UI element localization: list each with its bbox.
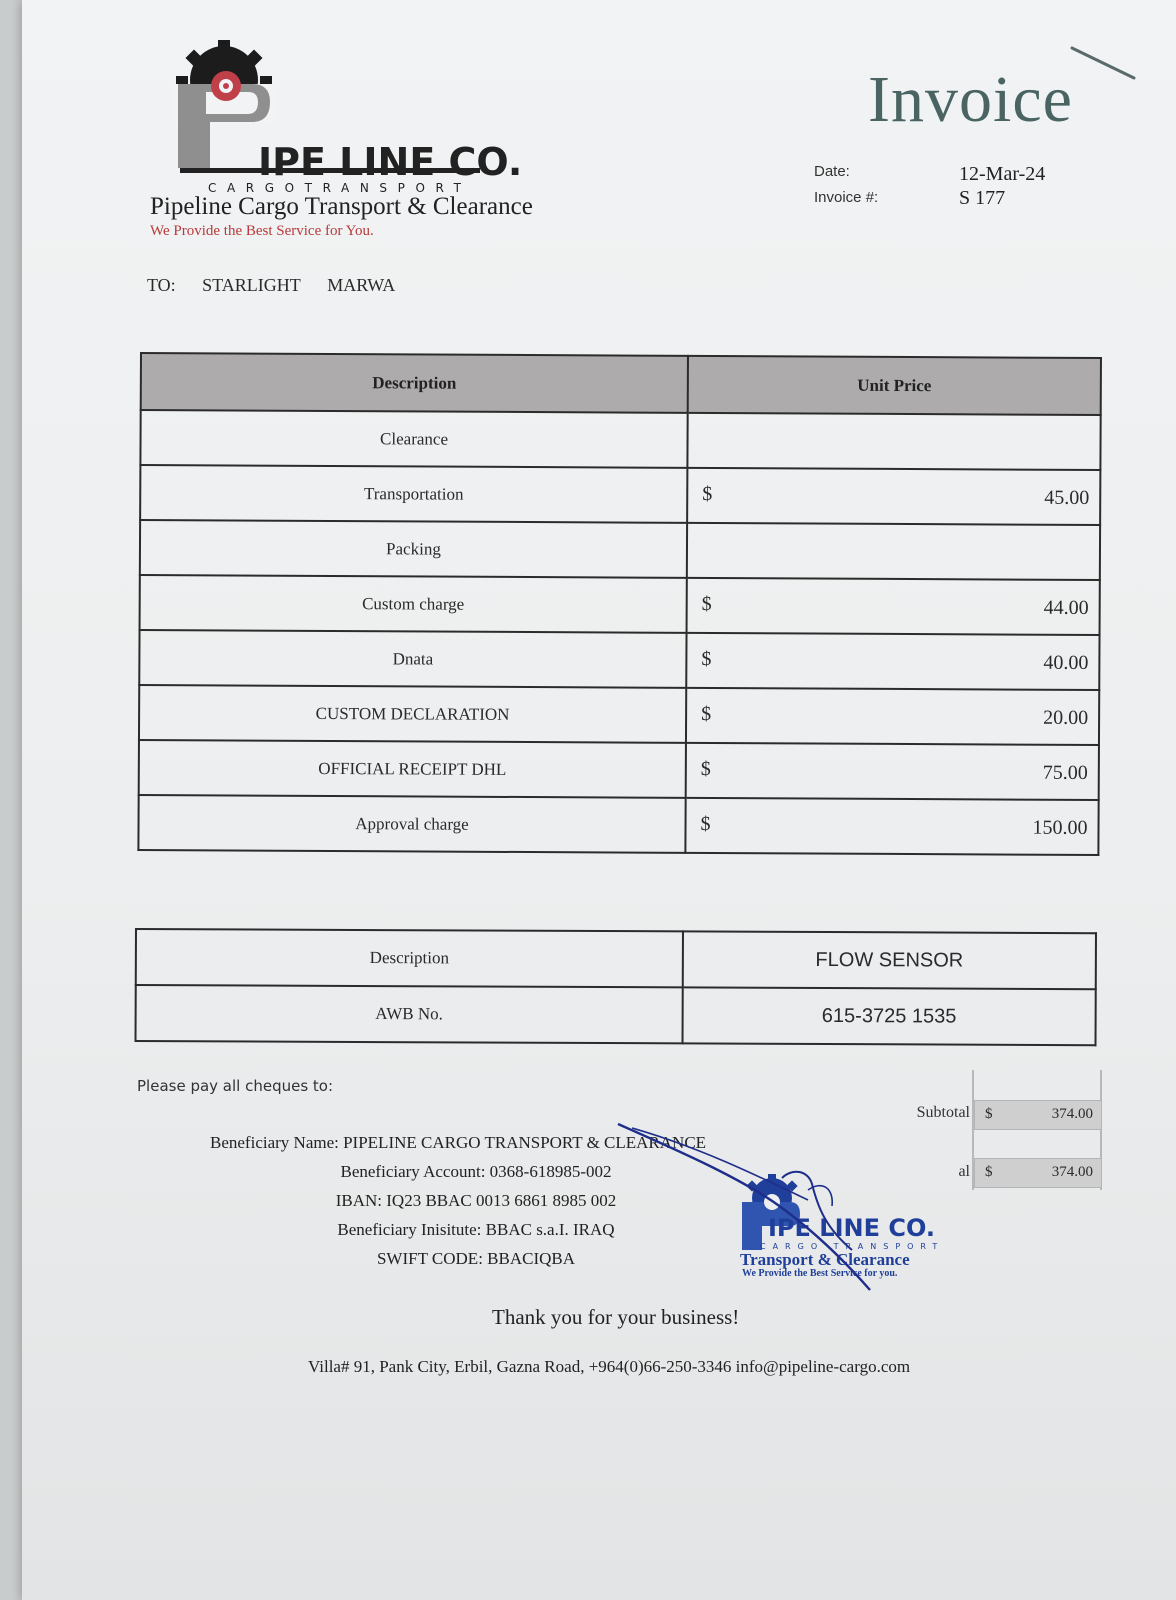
beneficiary-institute: Beneficiary Inisitute: BBAC s.a.I. IRAQ <box>337 1220 615 1239</box>
total-cell <box>974 1158 1102 1188</box>
item-currency: $ <box>700 812 711 835</box>
item-description: Clearance <box>140 410 687 468</box>
logo-subtitle: CARGOTRANSPORT <box>208 181 472 195</box>
item-amount: 40.00 <box>1043 651 1089 674</box>
table-row <box>136 929 1096 989</box>
company-name: Pipeline Cargo Transport & Clearance <box>150 193 533 220</box>
item-description: CUSTOM DECLARATION <box>139 685 686 743</box>
header-description: Description <box>141 353 688 413</box>
item-amount: 45.00 <box>1044 486 1090 509</box>
table-row <box>140 465 1100 525</box>
date-label: Date: <box>814 163 850 180</box>
header-unit-price: Unit Price <box>688 356 1101 415</box>
subtotal-currency: $ <box>985 1106 993 1122</box>
shipment-label: AWB No. <box>136 985 683 1043</box>
stamp-wordmark: IPE LINE CO. <box>768 1214 935 1242</box>
item-description: Approval charge <box>138 795 685 853</box>
to-label: TO: <box>147 275 176 295</box>
swift-code: SWIFT CODE: BBACIQBA <box>376 1249 576 1268</box>
item-price <box>685 798 1098 855</box>
item-description: Custom charge <box>140 575 687 633</box>
item-currency: $ <box>702 482 713 505</box>
item-description: Packing <box>140 520 687 578</box>
stamp-line-1: Transport & Clearance <box>740 1250 910 1269</box>
item-price <box>686 743 1099 800</box>
recipient-line <box>147 275 417 296</box>
totals-box <box>972 1070 1102 1190</box>
item-description: OFFICIAL RECEIPT DHL <box>139 740 686 798</box>
total-label: al <box>958 1163 970 1180</box>
shipment-table <box>135 928 1097 1046</box>
shipment-value: FLOW SENSOR <box>683 931 1096 989</box>
pen-stroke-mark <box>1070 44 1140 84</box>
item-price <box>686 633 1099 690</box>
total-value: 374.00 <box>1051 1164 1093 1180</box>
invoice-number-label: Invoice #: <box>814 189 879 206</box>
company-logo <box>172 40 523 200</box>
beneficiary-name: Beneficiary Name: PIPELINE CARGO TRANSPORT & CLEARANCE <box>210 1133 707 1152</box>
subtotal-value: 374.00 <box>1051 1106 1093 1122</box>
awb-number: 615-3725 1535 <box>683 987 1096 1045</box>
table-row <box>139 685 1099 745</box>
table-row <box>139 630 1099 690</box>
item-description: Dnata <box>139 630 686 688</box>
recipient-name-2: MARWA <box>327 275 396 295</box>
beneficiary-account: Beneficiary Account: 0368-618985-002 <box>340 1162 612 1181</box>
table-row <box>140 520 1100 580</box>
table-row <box>140 575 1100 635</box>
logo-wordmark: IPE LINE CO. <box>258 140 523 184</box>
item-price <box>687 468 1100 525</box>
item-amount: 20.00 <box>1043 706 1089 729</box>
table-row <box>136 985 1096 1045</box>
thank-you-message: Thank you for your business! <box>492 1305 740 1329</box>
items-table <box>137 352 1102 856</box>
shipment-label: Description <box>136 929 683 987</box>
item-amount: 44.00 <box>1043 596 1089 619</box>
item-price <box>687 523 1100 580</box>
table-row <box>140 410 1100 470</box>
table-row <box>139 740 1099 800</box>
date-value: 12-Mar-24 <box>959 163 1046 185</box>
payment-note: Please pay all cheques to: <box>137 1077 334 1095</box>
stamp-line-2: We Provide the Best Service for you. <box>742 1268 898 1279</box>
item-currency: $ <box>701 592 712 615</box>
recipient-name-1: STARLIGHT <box>202 275 301 295</box>
item-amount: 75.00 <box>1042 761 1088 784</box>
invoice-paper <box>22 0 1176 1600</box>
item-currency: $ <box>701 702 712 725</box>
company-tagline: We Provide the Best Service for You. <box>150 223 374 239</box>
item-price <box>687 413 1100 470</box>
signature-mark <box>612 1118 902 1298</box>
item-amount: 150.00 <box>1032 816 1088 839</box>
subtotal-label: Subtotal <box>916 1104 970 1121</box>
total-currency: $ <box>985 1164 993 1180</box>
stamp-subtitle: CARGO TRANSPORT <box>760 1242 945 1251</box>
iban: IBAN: IQ23 BBAC 0013 6861 8985 002 <box>335 1191 617 1210</box>
item-price <box>686 688 1099 745</box>
company-address: Villa# 91, Pank City, Erbil, Gazna Road, +964(0)66-250-3346 info@pipeline-cargo.com <box>308 1357 911 1376</box>
table-row <box>138 795 1098 855</box>
items-header-row <box>141 353 1101 415</box>
item-currency: $ <box>700 757 711 780</box>
item-currency: $ <box>701 647 712 670</box>
invoice-number-value: S 177 <box>959 187 1006 209</box>
item-price <box>687 578 1100 635</box>
subtotal-cell <box>974 1100 1102 1130</box>
invoice-title: Invoice <box>868 63 1073 136</box>
item-description: Transportation <box>140 465 687 523</box>
